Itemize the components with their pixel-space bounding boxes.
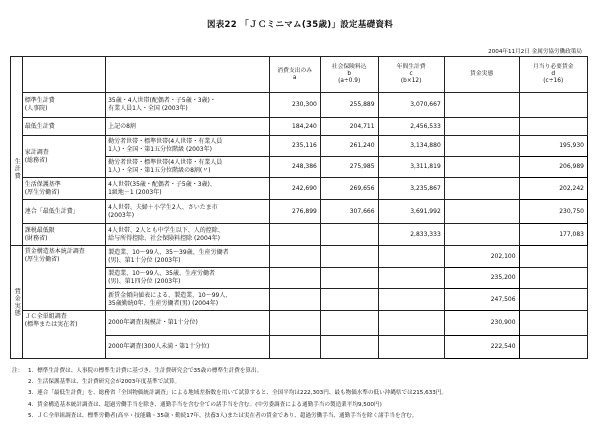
cell-b [320, 289, 378, 311]
row-name: ＪＣ全単組調査 (標準または実在者) [22, 311, 105, 359]
note-text: 2．生活保護基準は、生計費研究会が2003年度基準で試算。 [28, 379, 181, 386]
note-item [12, 411, 592, 422]
group-label-living: 生計費 [11, 93, 23, 246]
cell-wage [444, 200, 519, 224]
table-row [11, 93, 588, 118]
group-label-wage: 賃金実態 [11, 246, 23, 359]
column-sub: a [292, 74, 297, 81]
cell-c: 3,235,867 [378, 178, 444, 200]
table-row [11, 224, 588, 246]
column-header [519, 57, 587, 93]
document-title: 図表22 「ＪＣミニマム(35歳)」設定基礎資料 [206, 20, 394, 30]
table-row [11, 118, 588, 136]
table-header-row [11, 57, 588, 93]
row-desc: 新賃金傾向値表による、製造業、10～99人、 35歳勤続0年、生産労働者(男) (2004年) [106, 289, 269, 311]
cell-wage: 222,540 [444, 336, 519, 359]
cell-c: 2,456,533 [378, 118, 444, 136]
table-row [11, 311, 588, 336]
cell-d: 206,989 [519, 157, 587, 178]
cell-a [269, 289, 320, 311]
note-item [12, 366, 592, 377]
column-sub: d [551, 71, 556, 77]
row-desc: 製造業、10～99人、35歳、生産労働者 (男)、第1四分位 (2003年) [106, 268, 269, 289]
cell-wage: 202,100 [444, 246, 519, 268]
cell-c: 3,134,880 [378, 136, 444, 157]
cell-a [269, 268, 320, 289]
row-name: 標準生計費 (人事院) [22, 93, 105, 118]
cell-b: 261,240 [320, 136, 378, 157]
cell-c [378, 311, 444, 336]
row-name: 連合「最低生計費」 [22, 200, 105, 224]
cell-c [378, 246, 444, 268]
row-name: 最低生計費 [22, 118, 105, 136]
cell-wage [444, 157, 519, 178]
row-desc: 勤労者世帯・標準世帯(4人世帯・有業人員 1人)・全国・第1五分位階級の8割(〃) [106, 157, 269, 178]
row-name: 生活保護基準 (厚生労働省) [22, 178, 105, 200]
cell-a: 242,690 [269, 178, 320, 200]
note-text: 4．賃金構造基本統計調査は、超過労働手当を除き、通勤手当を含む全ての諸手当を含む。(中労委調査による通勤手当の製造業平均9,500円) [28, 401, 382, 408]
header-blank [106, 57, 269, 93]
row-name: 課税最低限 (財務省) [22, 224, 105, 246]
cell-a: 184,240 [269, 118, 320, 136]
cell-wage: 235,200 [444, 268, 519, 289]
cell-a [269, 246, 320, 268]
cell-d: 230,750 [519, 200, 587, 224]
cell-wage: 247,506 [444, 289, 519, 311]
table-row [11, 178, 588, 200]
cell-a: 235,116 [269, 136, 320, 157]
cell-c: 3,691,992 [378, 200, 444, 224]
cell-b [320, 268, 378, 289]
cell-wage [444, 118, 519, 136]
column-formula: (c÷16) [543, 78, 564, 84]
cell-b: 255,889 [320, 93, 378, 118]
row-name: 家計調査 (総務省) [22, 136, 105, 178]
cell-wage [444, 178, 519, 200]
cell-d [519, 289, 587, 311]
row-desc: 2000年調査(規模計・第1十分位) [106, 311, 269, 336]
cell-wage [444, 136, 519, 157]
row-name: 賃金構造基本統計調査 (厚生労働省) [22, 246, 105, 311]
cell-c [378, 268, 444, 289]
cell-d [519, 268, 587, 289]
cell-d [519, 93, 587, 118]
cell-b [320, 336, 378, 359]
cell-a: 248,386 [269, 157, 320, 178]
header-blank [11, 57, 23, 93]
cell-b: 204,711 [320, 118, 378, 136]
row-desc: 35歳・4人世帯(配偶者・子5歳・3歳)・ 有業人員1人・全国 (2003年) [106, 93, 269, 118]
cell-c [378, 336, 444, 359]
cell-d: 177,083 [519, 224, 587, 246]
column-sub: c [409, 71, 413, 77]
column-header [444, 57, 519, 93]
cell-b [320, 224, 378, 246]
column-formula: (a÷0.9) [338, 78, 361, 84]
note-item [12, 388, 592, 399]
column-label: 月当り必要賃金 [532, 64, 574, 70]
cell-a: 276,899 [269, 200, 320, 224]
cell-wage [444, 93, 519, 118]
notes [12, 366, 592, 422]
cell-a: 230,300 [269, 93, 320, 118]
cell-c: 2,833,333 [378, 224, 444, 246]
notes-lead: 注： [12, 368, 24, 374]
cell-a [269, 311, 320, 336]
data-table [10, 56, 588, 359]
row-desc: 4人世帯(35歳・配偶者・子5歳・3歳)、 1級地－1 (2003年) [106, 178, 269, 200]
row-desc: 4人世帯、2人とも中学生以下、人的控除、 給与所得控除、社会保険料控除 (2004年) [106, 224, 269, 246]
column-label: 社会保険料込 [331, 64, 367, 70]
cell-d [519, 311, 587, 336]
column-label: 消費支出のみ [277, 67, 313, 74]
cell-b: 275,985 [320, 157, 378, 178]
column-label: 年間生計費 [396, 64, 426, 70]
row-desc: 製造業、10～99人、35～39歳、生産労働者 (男)、第1十分位 (2003年) [106, 246, 269, 268]
cell-c: 3,311,819 [378, 157, 444, 178]
note-text: 3．連合「最低生計費」を、総務省「全国物価統計調査」による地域差指数を用いて試算すると、全国平均は222,303円、最も物価水準の低い沖縄県では215,633円。 [28, 390, 448, 397]
table-row [11, 136, 588, 157]
column-label: 賃金実態 [470, 71, 494, 77]
row-desc: 上記の8割 [106, 118, 269, 136]
column-sub: b [347, 71, 352, 77]
row-desc: 2000年調査(300人未満・第1十分位) [106, 336, 269, 359]
cell-b [320, 311, 378, 336]
source-line: 2004年11月2日 金属労協労働政策局 [488, 49, 582, 55]
cell-b: 269,656 [320, 178, 378, 200]
note-text: 5．ＪＣ全単組調査は、標準労働者(高卒・技能職・35歳・勤続17年、扶養3人)または実在者の賃金であり、超過労働手当、通勤手当を除く諸手当を含む。 [28, 412, 418, 419]
cell-a [269, 336, 320, 359]
column-header [378, 57, 444, 93]
cell-d [519, 118, 587, 136]
column-header [320, 57, 378, 93]
cell-d: 202,242 [519, 178, 587, 200]
header-blank [22, 57, 105, 93]
note-item [12, 377, 592, 388]
note-text: 1．標準生計費は、人事院の標準生計費に基づき、生計費研究会で35歳の標準生計費を算出。 [28, 368, 263, 374]
cell-d [519, 336, 587, 359]
row-desc: 4人世帯、夫婦＋小学生2人、さいたま市 (2003年) [106, 200, 269, 224]
cell-c: 3,070,667 [378, 93, 444, 118]
column-header [269, 57, 320, 93]
column-formula: (b×12) [400, 78, 422, 84]
cell-wage [444, 224, 519, 246]
cell-c [378, 289, 444, 311]
row-desc: 勤労者世帯・標準世帯(4人世帯・有業人員 1人)・全国・第1五分位階級 (2003年) [106, 136, 269, 157]
cell-a [269, 224, 320, 246]
cell-b [320, 246, 378, 268]
cell-wage: 230,900 [444, 311, 519, 336]
table-row [11, 200, 588, 224]
note-item [12, 400, 592, 411]
cell-d [519, 246, 587, 268]
cell-d: 195,930 [519, 136, 587, 157]
cell-b: 307,666 [320, 200, 378, 224]
table-row [11, 246, 588, 268]
